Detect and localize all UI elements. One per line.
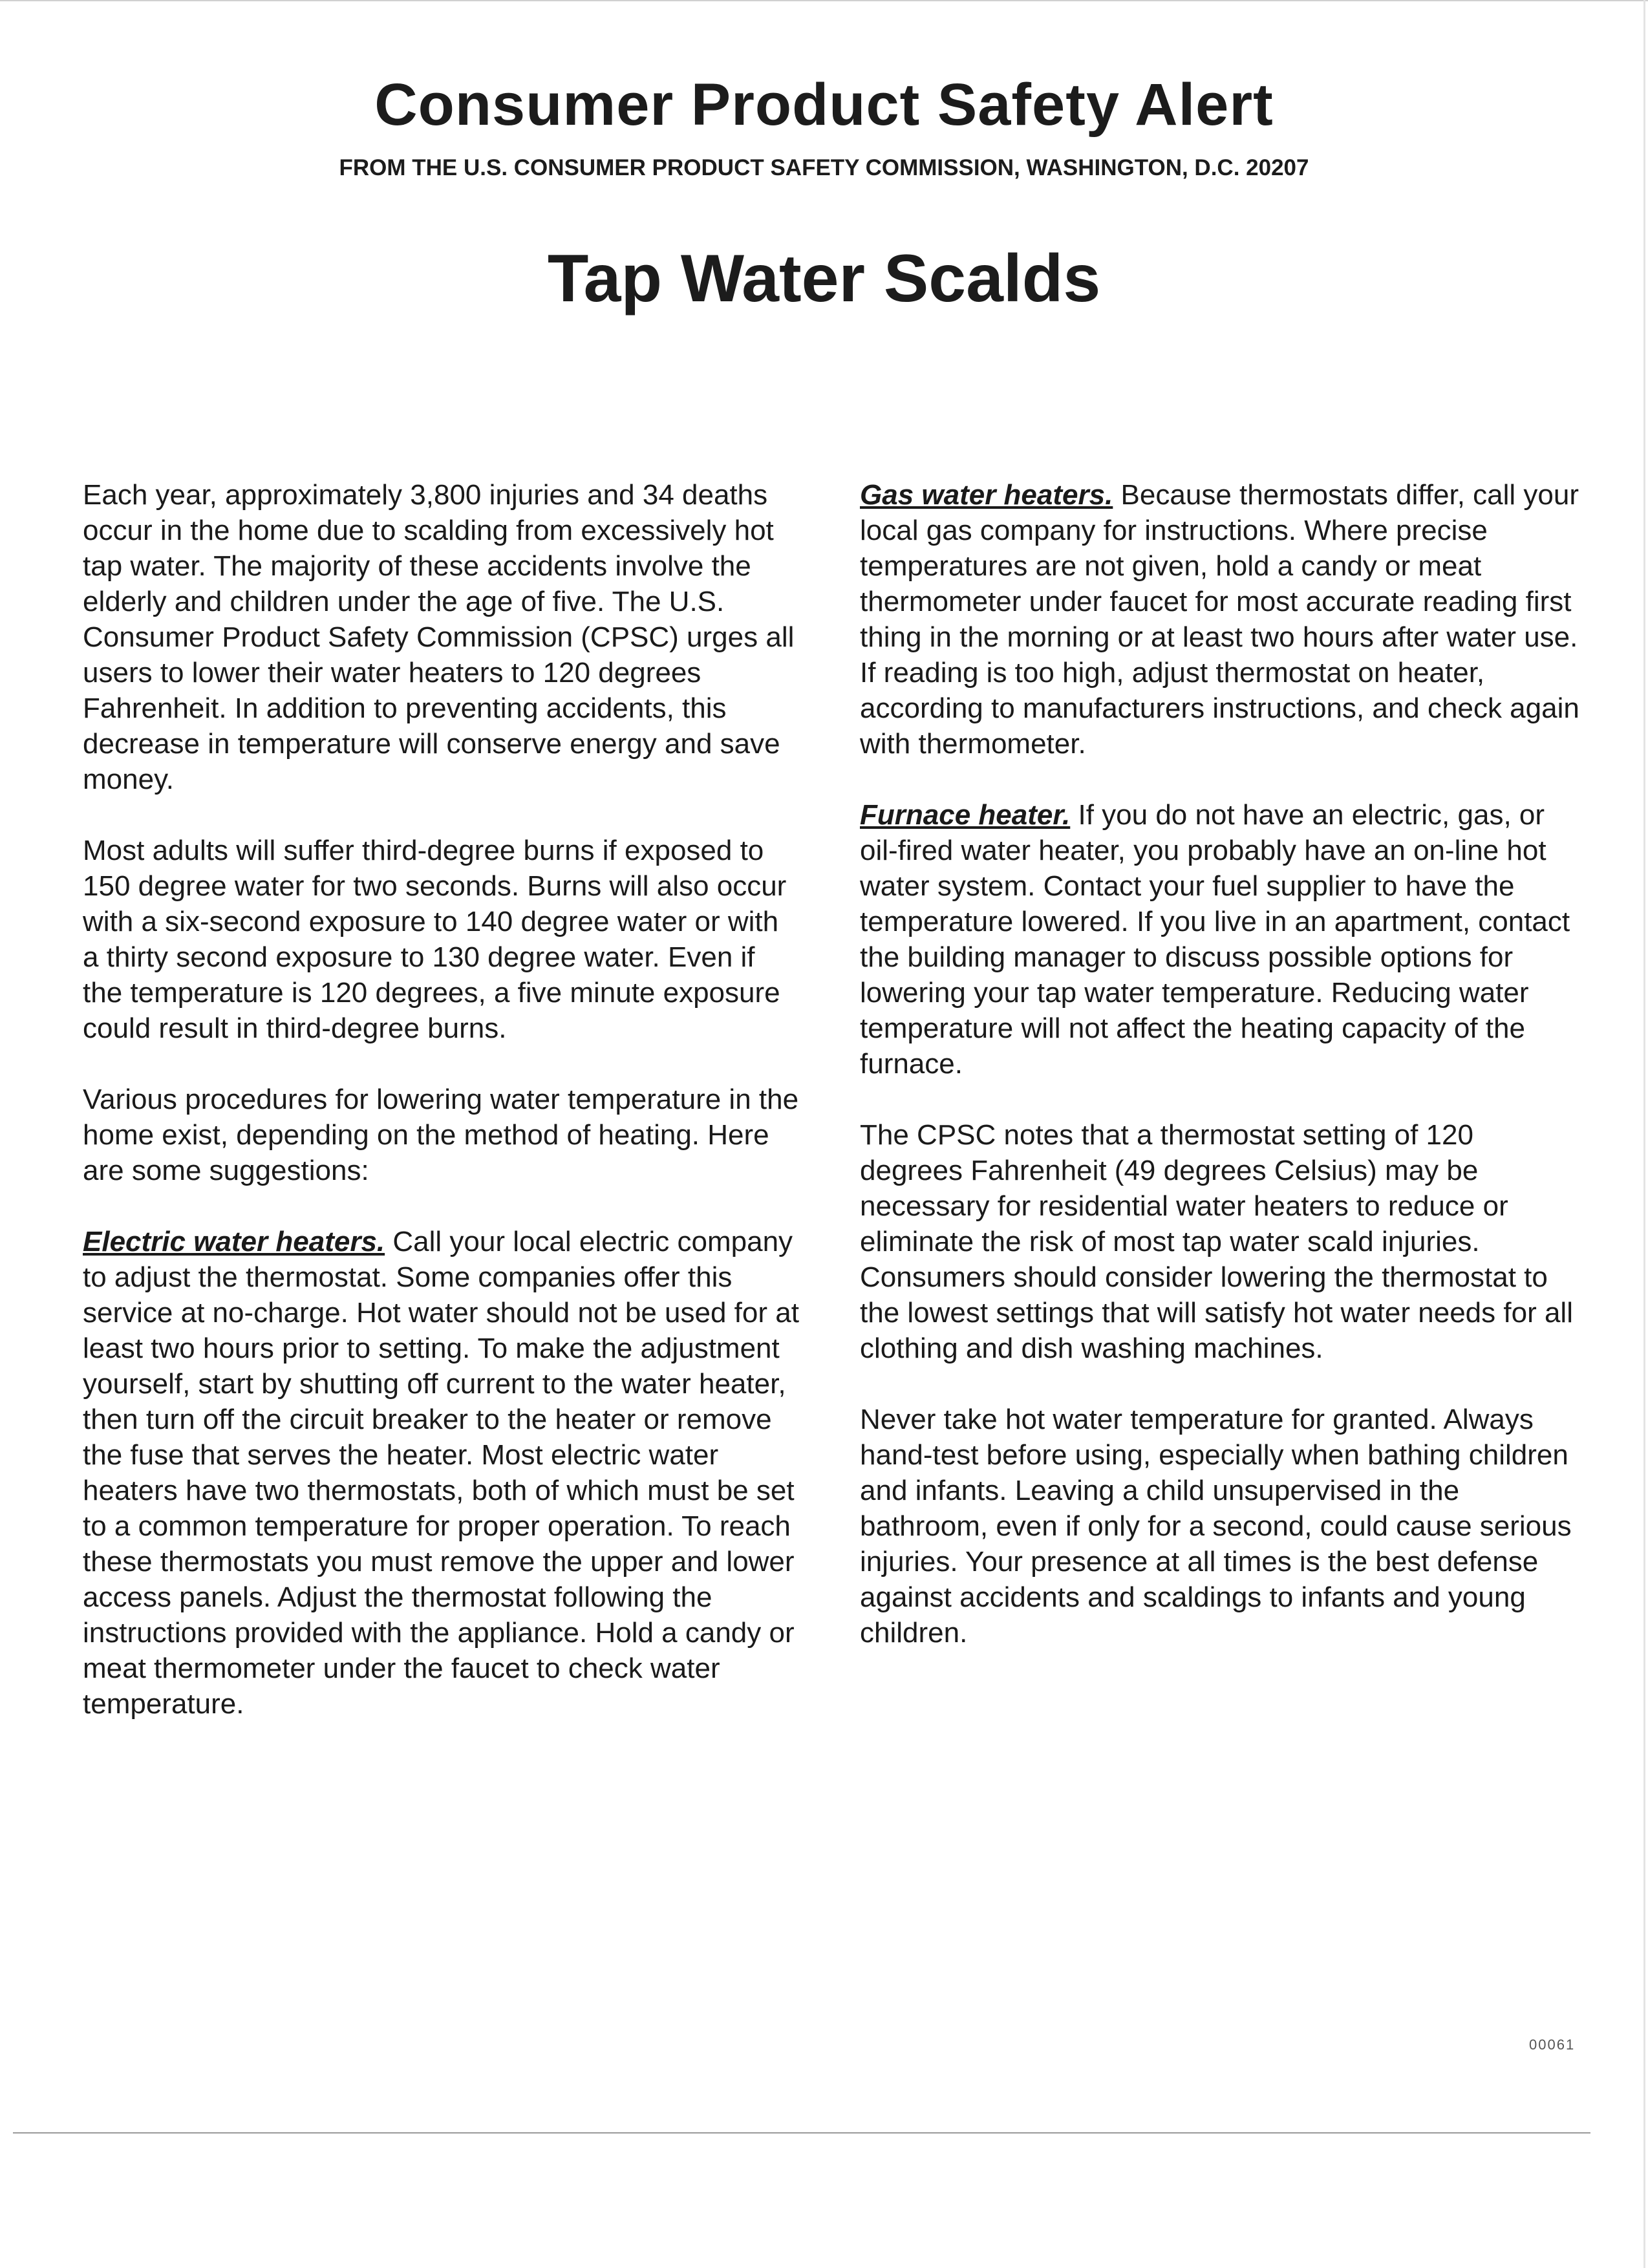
top-border [0, 0, 1648, 1]
article-heading: Tap Water Scalds [547, 241, 1101, 316]
furnace-heater-body: If you do not have an electric, gas, or oil-fired water heater, you probably have an on-line hot water system. Contact your fuel supplier to have the temperature lowered. If you live in an apartment, contact the building manager to discuss possible options for lowering your tap water temperature. Reducing water temperature will not affect the heating capacity of the furnace. [860, 799, 1570, 1080]
electric-heaters-paragraph [83, 1224, 800, 1722]
right-column [860, 477, 1581, 1686]
gas-heaters-paragraph [860, 477, 1581, 762]
never-take-paragraph: Never take hot water temperature for granted. Always hand-test before using, especially when bathing children and infants. Leaving a child unsupervised in the bathroom, even if only for a second, could cause serious injuries. Your presence at all times is the best defense against accidents and scaldings to infants and young children. [860, 1404, 1572, 1649]
page-code: 00061 [1529, 2037, 1576, 2053]
furnace-heater-paragraph [860, 797, 1581, 1082]
gas-heaters-body: Because thermostats differ, call your local gas company for instructions. Where precise temperatures are not given, hold a candy or meat thermometer under faucet for most accurate reading first thing in the morning or at least two hours after water use. If reading is too high, adjust thermostat on heater, according to manufacturers instructions, and check again with thermometer. [860, 479, 1579, 760]
document-subtitle: FROM THE U.S. CONSUMER PRODUCT SAFETY COMMISSION, WASHINGTON, D.C. 20207 [339, 155, 1309, 180]
right-edge-border [1643, 0, 1645, 2268]
electric-heaters-lead: Electric water heaters. [83, 1226, 385, 1257]
furnace-heater-lead: Furnace heater. [860, 799, 1071, 831]
intro-paragraph: Each year, approximately 3,800 injuries and 34 deaths occur in the home due to scalding from excessively hot tap water. The majority of these accidents involve the elderly and children under the age of five. The U.S. Consumer Product Safety Commission (CPSC) urges all users to lower their water heaters to 120 degrees Fahrenheit. In addition to preventing accidents, this decrease in temperature will conserve energy and save money. [83, 479, 795, 795]
left-column [83, 477, 800, 1757]
procedures-paragraph: Various procedures for lowering water temperature in the home exist, depending on the method of heating. Here are some suggestions: [83, 1084, 799, 1186]
gas-heaters-lead: Gas water heaters. [860, 479, 1113, 511]
bottom-rule [13, 2132, 1590, 2134]
cpsc-notes-paragraph: The CPSC notes that a thermostat setting of 120 degrees Fahrenheit (49 degrees Celsius) may be necessary for residential water heaters to reduce or eliminate the risk of most tap water scald injuries. Consumers should consider lowering the thermostat to the lowest settings that will satisfy hot water needs for all clothing and dish washing machines. [860, 1119, 1573, 1364]
document-title: Consumer Product Safety Alert [374, 72, 1274, 138]
electric-heaters-body: Call your local electric company to adjust the thermostat. Some companies offer this service at no-charge. Hot water should not be used for at least two hours prior to setting. To make the adjustment yourself, start by shutting off current to the water heater, then turn off the circuit breaker to the heater or remove the fuse that serves the heater. Most electric water heaters have two thermostats, both of which must be set to a common temperature for proper operation. To reach these thermostats you must remove the upper and lower access panels. Adjust the thermostat following the instructions provided with the appliance. Hold a candy or meat thermometer under the faucet to check water temperature. [83, 1226, 799, 1720]
burns-paragraph: Most adults will suffer third-degree burns if exposed to 150 degree water for two seconds. Burns will also occur with a six-second exposure to 140 degree water or with a thirty second exposure to 130 degree water. Even if the temperature is 120 degrees, a five minute exposure could result in third-degree burns. [83, 835, 787, 1044]
